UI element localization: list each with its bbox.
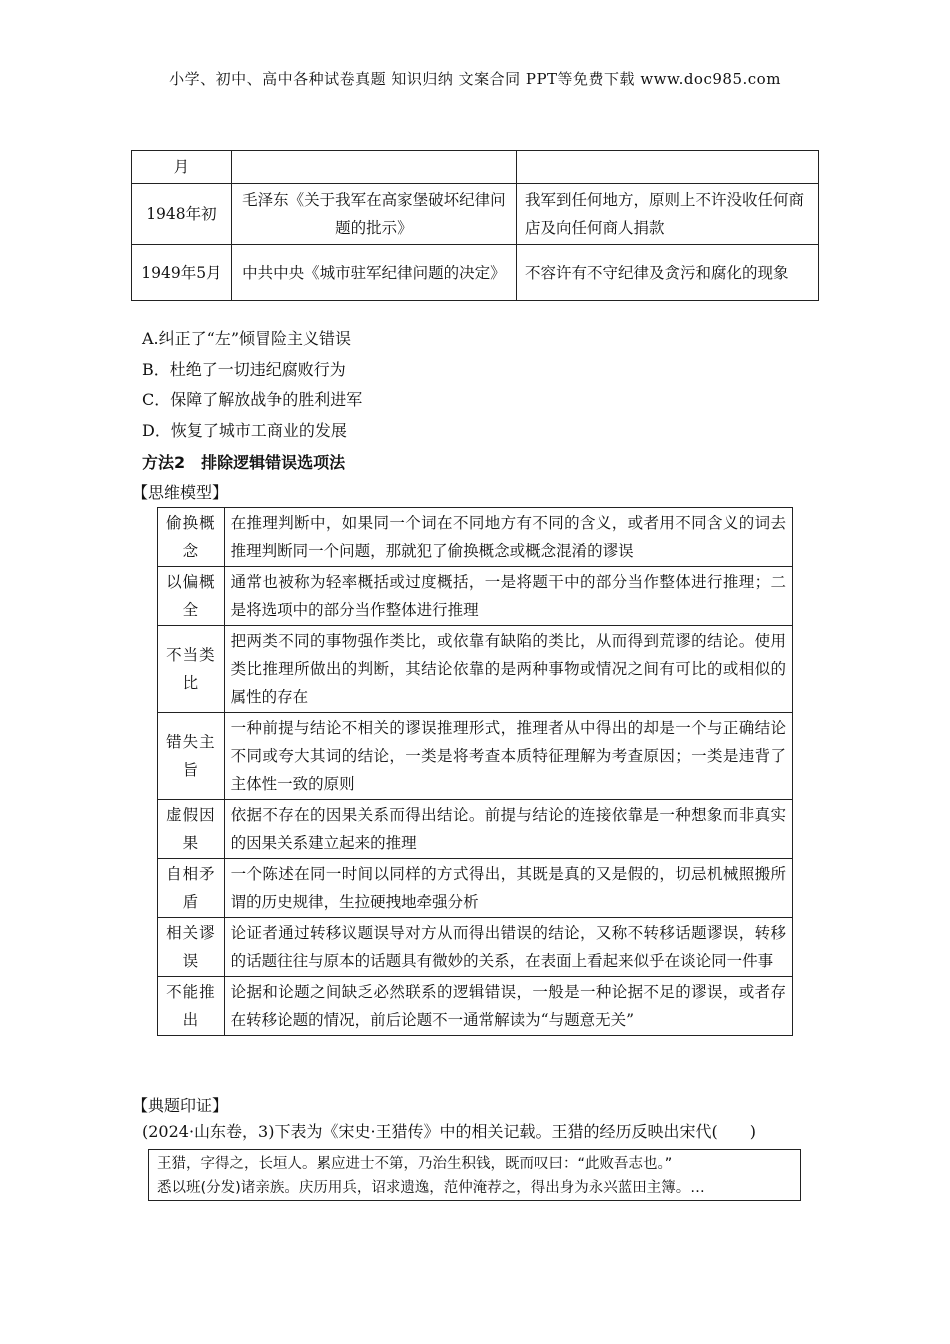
- description-cell: 论证者通过转移议题误导对方从而得出错误的结论，又称不转移话题谬误，转移的话题往往与原本的话题具有微妙的关系，在表面上看起来似乎在谈论同一件事: [224, 918, 792, 977]
- time-cell: 1949年5月: [132, 245, 232, 301]
- table-row: [158, 800, 793, 859]
- source-excerpt-box: [148, 1149, 801, 1201]
- time-cell: 月: [132, 151, 232, 184]
- excerpt-line: 悉以班(分发)诸亲族。庆历用兵，诏求遗逸，范仲淹荐之，得出身为永兴蓝田主簿。…: [157, 1180, 705, 1196]
- table-row: [132, 245, 819, 301]
- document-cell: [231, 151, 516, 184]
- term-cell: 错失主旨: [158, 713, 225, 800]
- content-cell: 不容许有不守纪律及贪污和腐化的现象: [516, 245, 818, 301]
- method-title: 方法2 排除逻辑错误选项法: [142, 453, 346, 472]
- document-cell: 毛泽东《关于我军在高家堡破坏纪律问题的批示》: [231, 184, 516, 245]
- excerpt-line: 王猎，字得之，长垣人。累应进士不第，乃治生积钱，既而叹曰：“此败吾志也。”: [157, 1156, 673, 1172]
- time-cell: 1948年初: [132, 184, 232, 245]
- table-row: [158, 859, 793, 918]
- table-row: [158, 977, 793, 1036]
- content-cell: [516, 151, 818, 184]
- term-cell: 不当类比: [158, 626, 225, 713]
- option-d: D．恢复了城市工商业的发展: [142, 420, 347, 440]
- table-row: [132, 151, 819, 184]
- option-c: C．保障了解放战争的胜利进军: [142, 390, 363, 409]
- term-cell: 不能推出: [158, 977, 225, 1036]
- description-cell: 论据和论题之间缺乏必然联系的逻辑错误，一般是一种论据不足的谬误，或者存在转移论题的情况，前后论题不一通常解读为“与题意无关”: [224, 977, 792, 1036]
- discipline-documents-table: [131, 150, 819, 301]
- table-row: [158, 713, 793, 800]
- term-cell: 偷换概念: [158, 508, 225, 567]
- table-row: [158, 918, 793, 977]
- term-cell: 以偏概全: [158, 567, 225, 626]
- question-stem: (2024·山东卷，3)下表为《宋史·王猎传》中的相关记载。王猎的经历反映出宋代( ): [142, 1122, 757, 1141]
- content-cell: 我军到任何地方，原则上不许没收任何商店及向任何商人捐款: [516, 184, 818, 245]
- document-cell: 中共中央《城市驻军纪律问题的决定》: [231, 245, 516, 301]
- option-b: B．杜绝了一切违纪腐败行为: [142, 359, 346, 379]
- answer-options: [142, 324, 362, 446]
- table-row: [158, 508, 793, 567]
- option-a: A.纠正了“左”倾冒险主义错误: [142, 329, 352, 348]
- term-cell: 虚假因果: [158, 800, 225, 859]
- description-cell: 一个陈述在同一时间以同样的方式得出，其既是真的又是假的，切忌机械照搬所谓的历史规律，生拉硬拽地牵强分析: [224, 859, 792, 918]
- logic-error-model-table: [157, 507, 793, 1036]
- description-cell: 通常也被称为轻率概括或过度概括，一是将题干中的部分当作整体进行推理；二是将选项中的部分当作整体进行推理: [224, 567, 792, 626]
- example-label: 【典题印证】: [132, 1096, 229, 1115]
- description-cell: 把两类不同的事物强作类比，或依靠有缺陷的类比，从而得到荒谬的结论。使用类比推理所做出的判断，其结论依靠的是两种事物或情况之间有可比的或相似的属性的存在: [224, 626, 792, 713]
- term-cell: 相关谬误: [158, 918, 225, 977]
- page-header-banner: 小学、初中、高中各种试卷真题 知识归纳 文案合同 PPT等免费下载 www.doc985.com: [169, 70, 781, 88]
- description-cell: 一种前提与结论不相关的谬误推理形式，推理者从中得出的却是一个与正确结论不同或夸大其词的结论，一类是将考查本质特征理解为考查原因；一类是违背了主体性一致的原则: [224, 713, 792, 800]
- term-cell: 自相矛盾: [158, 859, 225, 918]
- table-row: [158, 626, 793, 713]
- table-row: [132, 184, 819, 245]
- description-cell: 依据不存在的因果关系而得出结论。前提与结论的连接依靠是一种想象而非真实的因果关系建立起来的推理: [224, 800, 792, 859]
- description-cell: 在推理判断中，如果同一个词在不同地方有不同的含义，或者用不同含义的词去推理判断同一个问题，那就犯了偷换概念或概念混淆的谬误: [224, 508, 792, 567]
- table-row: [158, 567, 793, 626]
- thinking-model-label: 【思维模型】: [132, 483, 229, 502]
